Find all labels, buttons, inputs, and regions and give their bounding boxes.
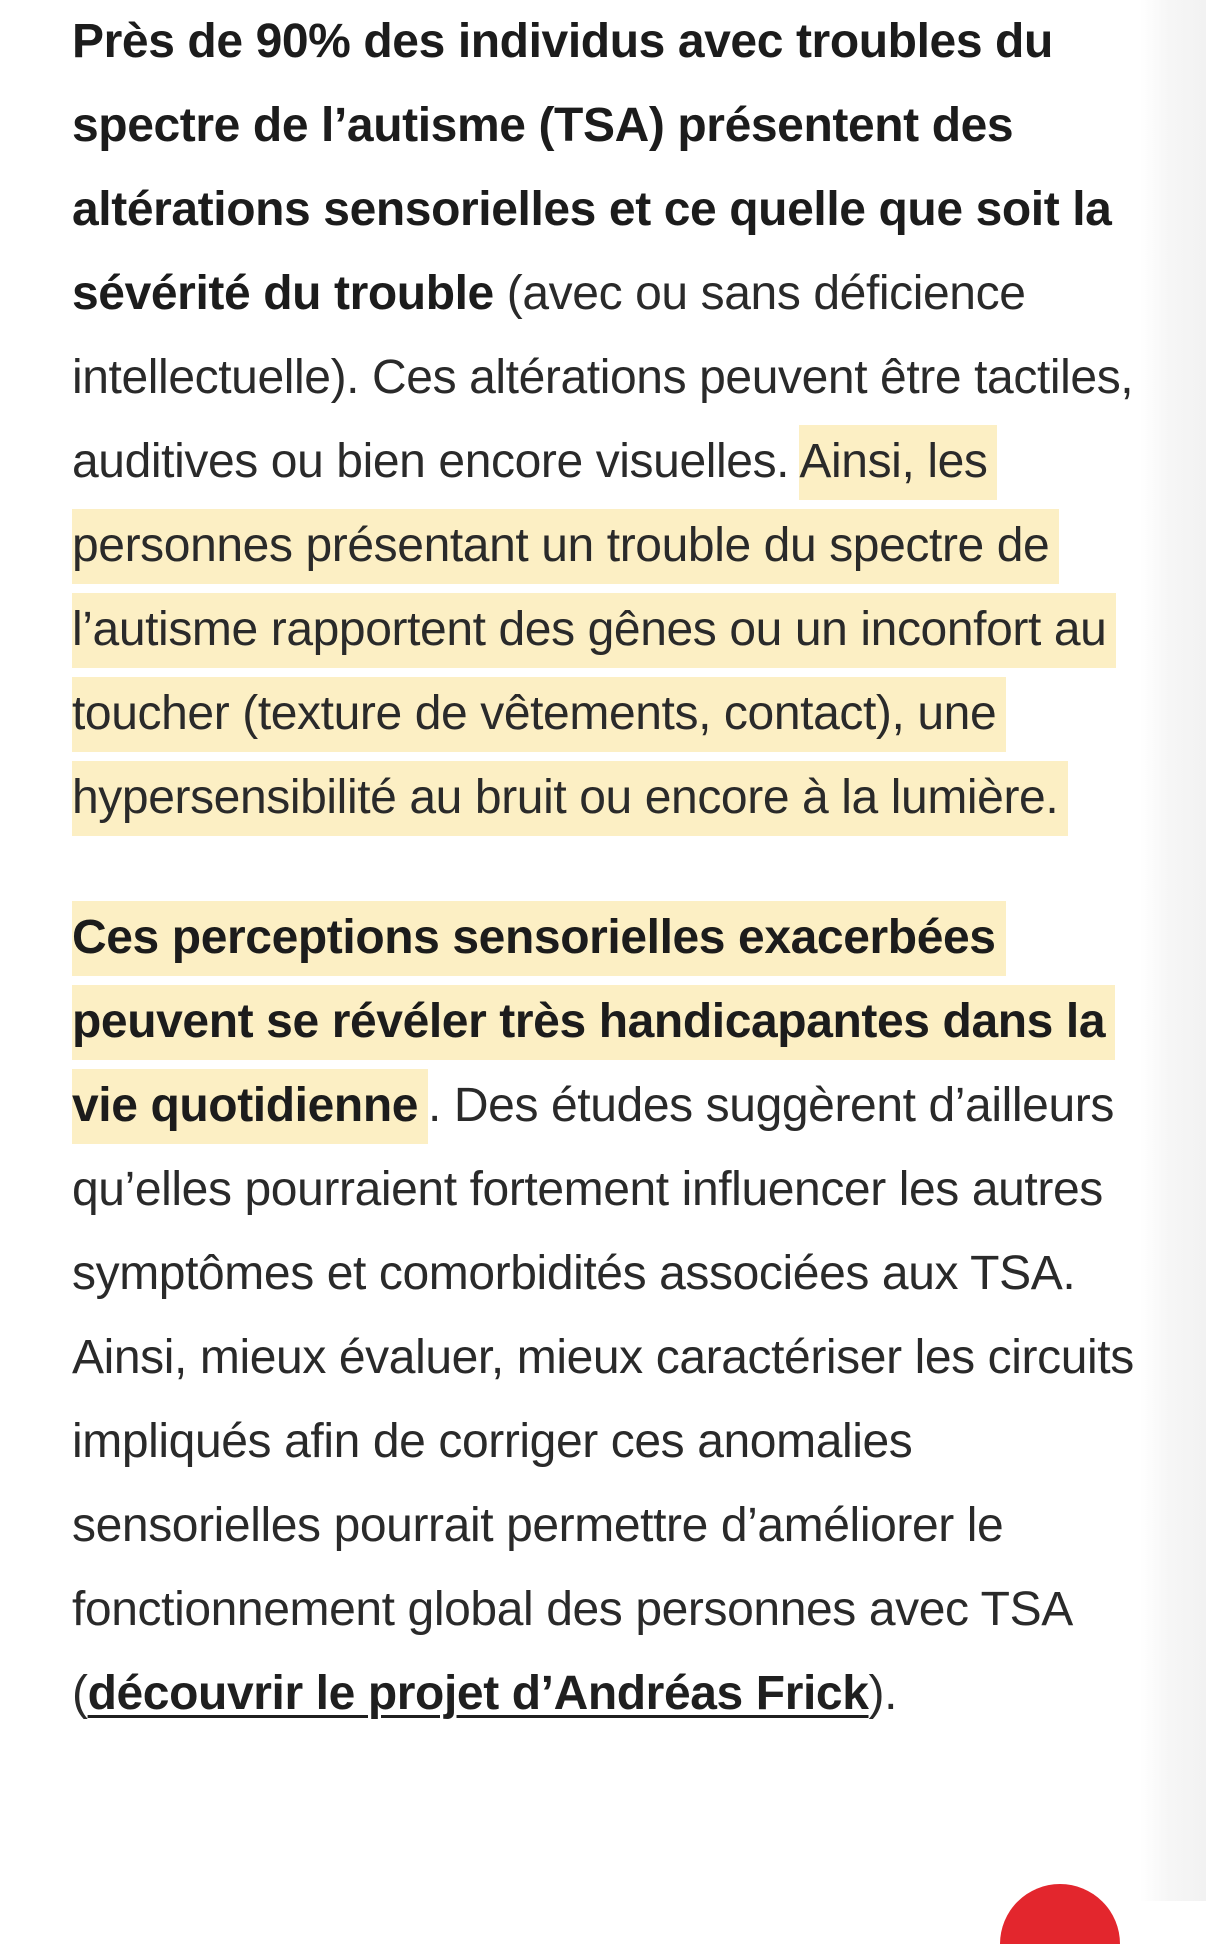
paragraph-1-highlight: Ainsi, les personnes présentant un trouble du spectre de l’autisme rapportent des gênes ou un inconfort au toucher (texture de vêtements, contact), une hypersensibilité au bruit ou encore à la lumière. bbox=[72, 425, 1116, 836]
paragraph-2-bold-highlight: Ces perceptions sensorielles exacerbées peuvent se révéler très handicapantes dans la vie quotidienne bbox=[72, 901, 1115, 1144]
paragraph-1 bbox=[72, 0, 1152, 840]
paragraph-2-text: . Des études suggèrent d’ailleurs qu’elles pourraient fortement influencer les autres symptômes et comorbidités associées aux TSA. Ainsi, mieux évaluer, mieux caractériser les circuits impliqués afin de corriger ces anomalies sensorielles pourrait permettre d’améliorer le fonctionnement global des personnes avec TSA ( bbox=[72, 1079, 1134, 1720]
paragraph-2-closing: ). bbox=[868, 1667, 898, 1720]
paragraph-1-bold-lead: Près de 90% des individus avec troubles du spectre de l’autisme (TSA) présentent des altérations sensorielles et ce quelle que soit la sévérité du trouble bbox=[72, 15, 1112, 320]
floating-action-badge[interactable] bbox=[1000, 1884, 1120, 1944]
project-link[interactable]: découvrir le projet d’Andréas Frick bbox=[87, 1667, 869, 1720]
paragraph-1-text: (avec ou sans déficience intellectuelle). Ces altérations peuvent être tactiles, auditives ou bien encore visuelles. bbox=[72, 267, 1134, 488]
article-body bbox=[72, 0, 1152, 1736]
paragraph-2 bbox=[72, 896, 1152, 1736]
